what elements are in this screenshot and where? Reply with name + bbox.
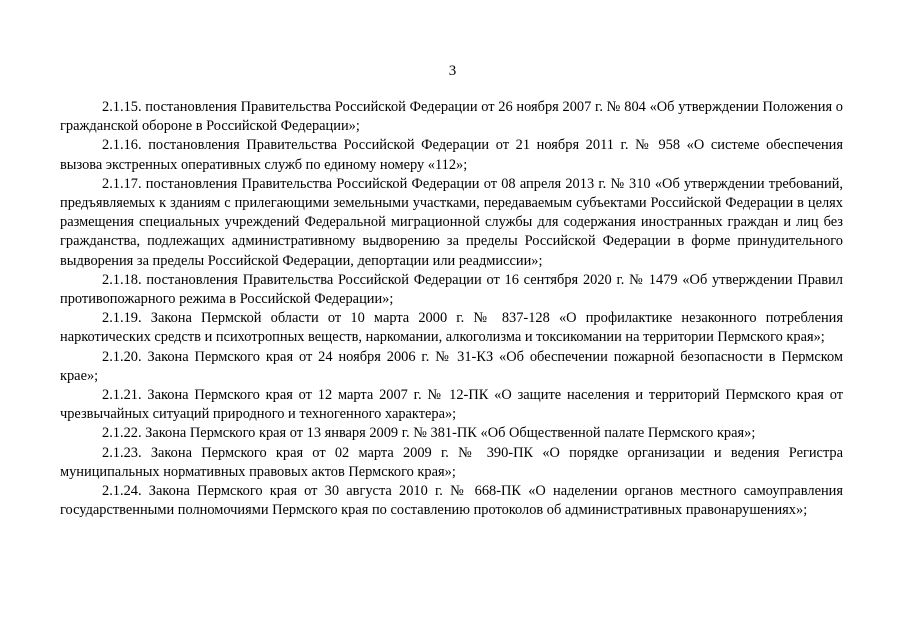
paragraph-2-1-23: 2.1.23. Закона Пермского края от 02 марта 2009 г. № 390-ПК «О порядке организации и ведения Регистра муниципальных нормативных правовых актов Пермского края»; xyxy=(60,444,843,480)
paragraph-2-1-17: 2.1.17. постановления Правительства Российской Федерации от 08 апреля 2013 г. № 310 «Об утверждении требований, предъявляемых к зданиям с прилегающими земельными участками, передаваемым субъектами Российской Федерации в целях размещения специальных учреждений Федеральной миграционной службы для содержания иностранных граждан и лиц без гражданства, подлежащих административному выдворению за пределы Российской Федерации в форме принудительного выдворения за пределы Российской Федерации, депортации или реадмиссии»; xyxy=(60,175,843,269)
paragraph-2-1-19: 2.1.19. Закона Пермской области от 10 марта 2000 г. № 837-128 «О профилактике незаконного потребления наркотических средств и психотропных веществ, наркомании, алкоголизма и токсикомании на территории Пермского края»; xyxy=(60,310,843,346)
paragraph-2-1-24: 2.1.24. Закона Пермского края от 30 августа 2010 г. № 668-ПК «О наделении органов местного самоуправления государственными полномочиями Пермского края по составлению протоколов об административных правонарушениях»; xyxy=(60,483,843,519)
paragraph-2-1-22: 2.1.22. Закона Пермского края от 13 января 2009 г. № 381-ПК «Об Общественной палате Пермского края»; xyxy=(102,425,756,442)
document-body xyxy=(60,98,843,520)
paragraph-2-1-20: 2.1.20. Закона Пермского края от 24 ноября 2006 г. № 31-КЗ «Об обеспечении пожарной безопасности в Пермском крае»; xyxy=(60,348,843,384)
paragraph-2-1-16: 2.1.16. постановления Правительства Российской Федерации от 21 ноября 2011 г. № 958 «О системе обеспечения вызова экстренных оперативных служб по единому номеру «112»; xyxy=(60,137,843,173)
paragraph-2-1-21: 2.1.21. Закона Пермского края от 12 марта 2007 г. № 12-ПК «О защите населения и территорий Пермского края от чрезвычайных ситуаций природного и техногенного характера»; xyxy=(60,387,843,423)
paragraph-2-1-15: 2.1.15. постановления Правительства Российской Федерации от 26 ноября 2007 г. № 804 «Об утверждении Положения о гражданской обороне в Российской Федерации»; xyxy=(60,99,843,135)
paragraph-2-1-18: 2.1.18. постановления Правительства Российской Федерации от 16 сентября 2020 г. № 1479 «Об утверждении Правил противопожарного режима в Российской Федерации»; xyxy=(60,271,843,308)
page-number: 3 xyxy=(448,63,457,79)
